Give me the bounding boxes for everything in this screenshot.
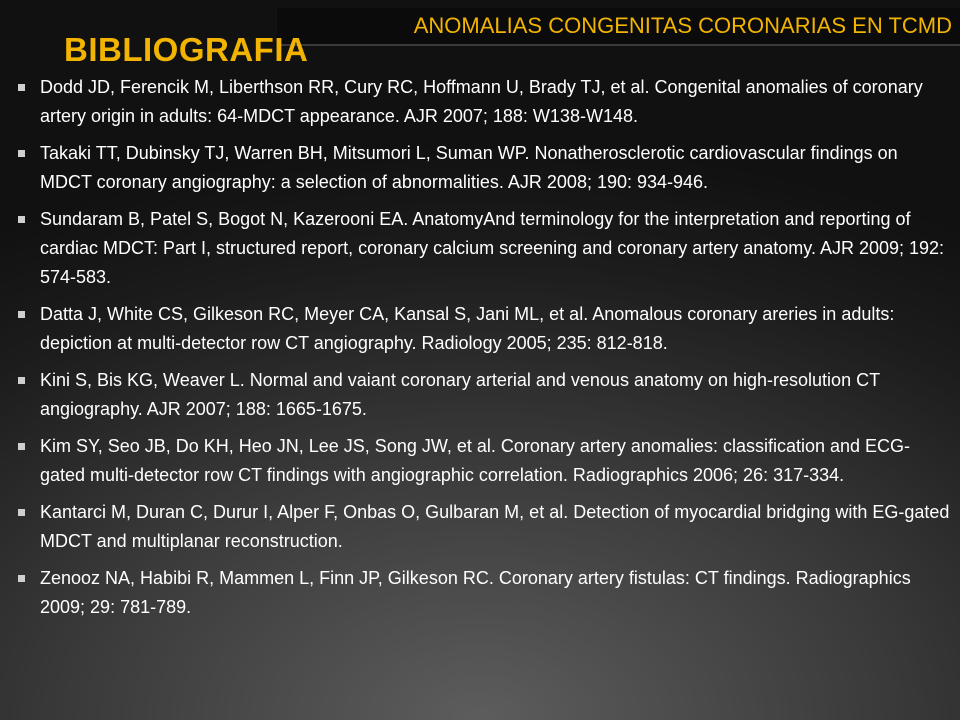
- square-bullet-icon: [18, 311, 25, 318]
- reference-text: Zenooz NA, Habibi R, Mammen L, Finn JP, Gilkeson RC. Coronary artery fistulas: CT findings. Radiographics 2009; 29: 781-789.: [40, 568, 911, 617]
- square-bullet-icon: [18, 377, 25, 384]
- reference-text: Kantarci M, Duran C, Durur I, Alper F, Onbas O, Gulbaran M, et al. Detection of myocardial bridging with EG-gated MDCT and multiplanar reconstruction.: [40, 502, 950, 551]
- square-bullet-icon: [18, 443, 25, 450]
- reference-text: Sundaram B, Patel S, Bogot N, Kazerooni EA. AnatomyAnd terminology for the interpretation and reporting of cardiac MDCT: Part I, structured report, coronary calcium screening and coronary artery anatomy. AJR 2009; 192: 574-583.: [40, 209, 945, 287]
- reference-text: Datta J, White CS, Gilkeson RC, Meyer CA, Kansal S, Jani ML, et al. Anomalous coronary areries in adults: depiction at multi-detector row CT angiography. Radiology 2005; 235: 812-818.: [40, 304, 895, 353]
- square-bullet-icon: [18, 150, 25, 157]
- reference-item: [14, 205, 950, 292]
- header-banner-text: ANOMALIAS CONGENITAS CORONARIAS EN TCMD: [413, 13, 952, 38]
- reference-item: [14, 366, 950, 424]
- reference-item: [14, 498, 950, 556]
- header-banner: [277, 8, 960, 46]
- square-bullet-icon: [18, 216, 25, 223]
- reference-item: [14, 564, 950, 622]
- square-bullet-icon: [18, 509, 25, 516]
- square-bullet-icon: [18, 84, 25, 91]
- reference-item: [14, 432, 950, 490]
- slide-title: BIBLIOGRAFIA: [64, 31, 309, 68]
- reference-text: Takaki TT, Dubinsky TJ, Warren BH, Mitsumori L, Suman WP. Nonatherosclerotic cardiovascular findings on MDCT coronary angiography: a selection of abnormalities. AJR 2008; 190: 934-946.: [40, 143, 898, 192]
- reference-item: [14, 139, 950, 197]
- reference-text: Dodd JD, Ferencik M, Liberthson RR, Cury RC, Hoffmann U, Brady TJ, et al. Congenital anomalies of coronary artery origin in adults: 64-MDCT appearance. AJR 2007; 188: W138-W148.: [40, 77, 923, 126]
- reference-item: [14, 300, 950, 358]
- reference-text: Kini S, Bis KG, Weaver L. Normal and vaiant coronary arterial and venous anatomy on high-resolution CT angiography. AJR 2007; 188: 1665-1675.: [40, 370, 880, 419]
- reference-text: Kim SY, Seo JB, Do KH, Heo JN, Lee JS, Song JW, et al. Coronary artery anomalies: classification and ECG-gated multi-detector row CT findings with angiographic correlation. Radiographics 2006; 26: 317-334.: [40, 436, 911, 485]
- square-bullet-icon: [18, 575, 25, 582]
- reference-list: [14, 73, 950, 630]
- reference-item: [14, 73, 950, 131]
